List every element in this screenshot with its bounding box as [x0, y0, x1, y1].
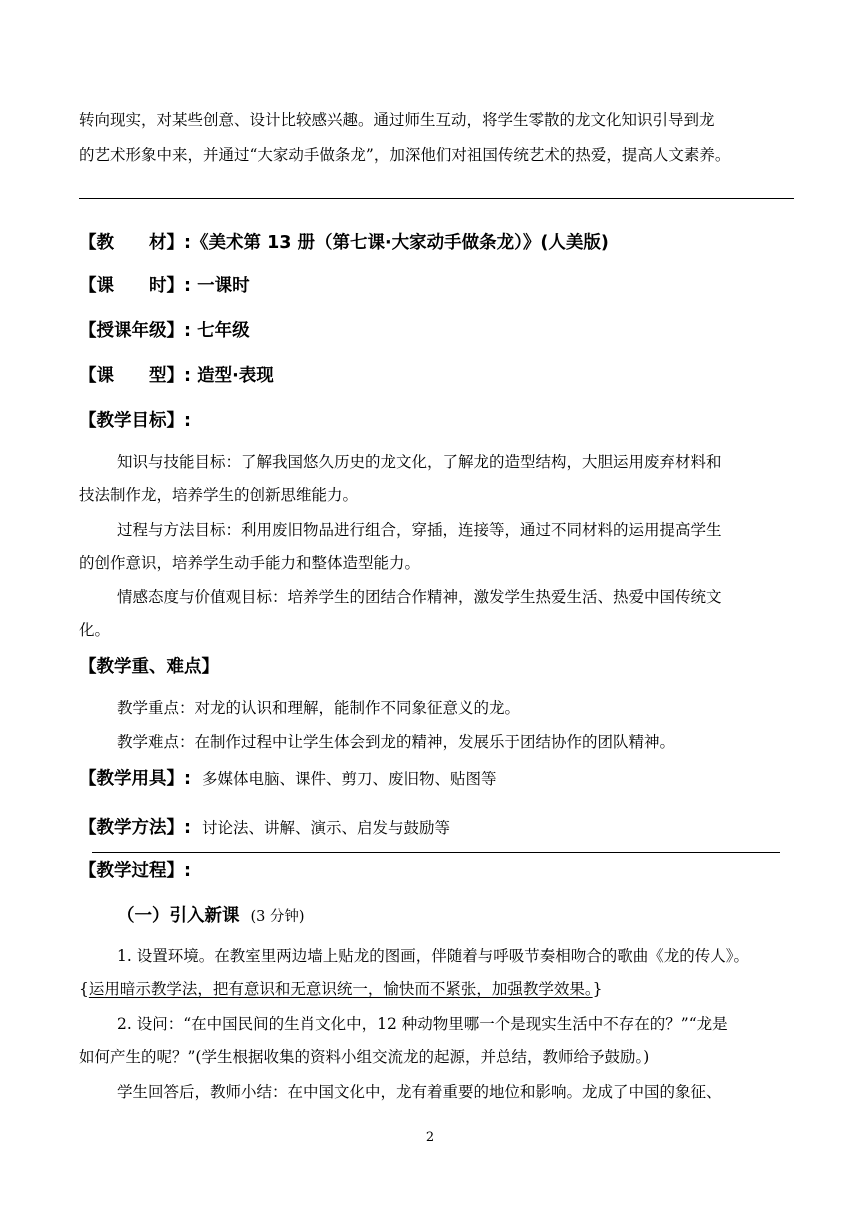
- process-heading: 【教学过程】:: [79, 861, 191, 881]
- teaching-difficulty: 教学难点：在制作过程中让学生体会到龙的精神，发展乐于团结协作的团队精神。: [117, 733, 676, 751]
- tools-value: 多媒体电脑、课件、剪刀、废旧物、贴图等: [201, 770, 497, 788]
- process-objective-line-2: 的创作意识，培养学生动手能力和整体造型能力。: [79, 554, 421, 572]
- methods-value: 讨论法、讲解、演示、启发与鼓励等: [201, 819, 450, 837]
- methods-heading: 【教学方法】:: [79, 818, 191, 838]
- step-1-line-1: 1. 设置环境。在教室里两边墙上贴龙的图画，伴随着与呼吸节奏相吻合的歌曲《龙的传人》。: [117, 947, 749, 965]
- intro-line-1: 转向现实，对某些创意、设计比较感兴趣。通过师生互动，将学生零散的龙文化知识引导到龙: [79, 111, 715, 129]
- section-divider: [79, 198, 794, 199]
- section-1-title-row: [117, 904, 305, 928]
- step-1-note-text: 运用暗示教学法，把有意识和无意识统一，愉快而不紧张，加强教学效果。: [88, 980, 593, 998]
- knowledge-objective-line-1: 知识与技能目标：了解我国悠久历史的龙文化，了解龙的造型结构，大胆运用废弃材料和: [117, 453, 722, 471]
- key-points-heading: 【教学重、难点】: [79, 657, 219, 677]
- material-info: 【教 材】:《美术第 13 册（第七课·大家动手做条龙）》(人美版): [79, 233, 609, 253]
- process-objective-line-1: 过程与方法目标：利用废旧物品进行组合，穿插，连接等，通过不同材料的运用提高学生: [117, 521, 722, 539]
- emotion-objective-line-2: 化。: [79, 621, 111, 639]
- note-close-brace: }: [592, 980, 603, 998]
- type-info: 【课 型】: 造型·表现: [79, 366, 274, 386]
- intro-line-2: 的艺术形象中来，并通过“大家动手做条龙”，加深他们对祖国传统艺术的热爱，提高人文素养。: [79, 146, 731, 164]
- section-1-duration: (3 分钟): [250, 909, 305, 925]
- grade-info: 【授课年级】: 七年级: [79, 321, 250, 341]
- process-divider: [92, 852, 780, 853]
- tools-row: [79, 767, 496, 791]
- step-2-line-2: 如何产生的呢？”(学生根据收集的资料小组交流龙的起源，并总结，教师给予鼓励。): [79, 1048, 650, 1066]
- step-2-line-1: 2. 设问：“在中国民间的生肖文化中，12 种动物里哪一个是现实生活中不存在的？”“龙是: [117, 1015, 728, 1033]
- objectives-heading: 【教学目标】:: [79, 411, 191, 431]
- tools-heading: 【教学用具】:: [79, 769, 191, 789]
- note-open-brace: {: [79, 980, 89, 998]
- teaching-focus: 教学重点：对龙的认识和理解，能制作不同象征意义的龙。: [117, 699, 521, 717]
- page-number: 2: [425, 1130, 435, 1145]
- knowledge-objective-line-2: 技法制作龙，培养学生的创新思维能力。: [79, 486, 359, 504]
- emotion-objective-line-1: 情感态度与价值观目标：培养学生的团结合作精神，激发学生热爱生活、热爱中国传统文: [117, 588, 722, 606]
- section-1-title: （一）引入新课: [117, 906, 240, 926]
- period-info: 【课 时】: 一课时: [79, 276, 250, 296]
- step-1-note: [79, 979, 603, 999]
- methods-row: [79, 816, 450, 840]
- summary-line-1: 学生回答后，教师小结：在中国文化中，龙有着重要的地位和影响。龙成了中国的象征、: [117, 1083, 722, 1101]
